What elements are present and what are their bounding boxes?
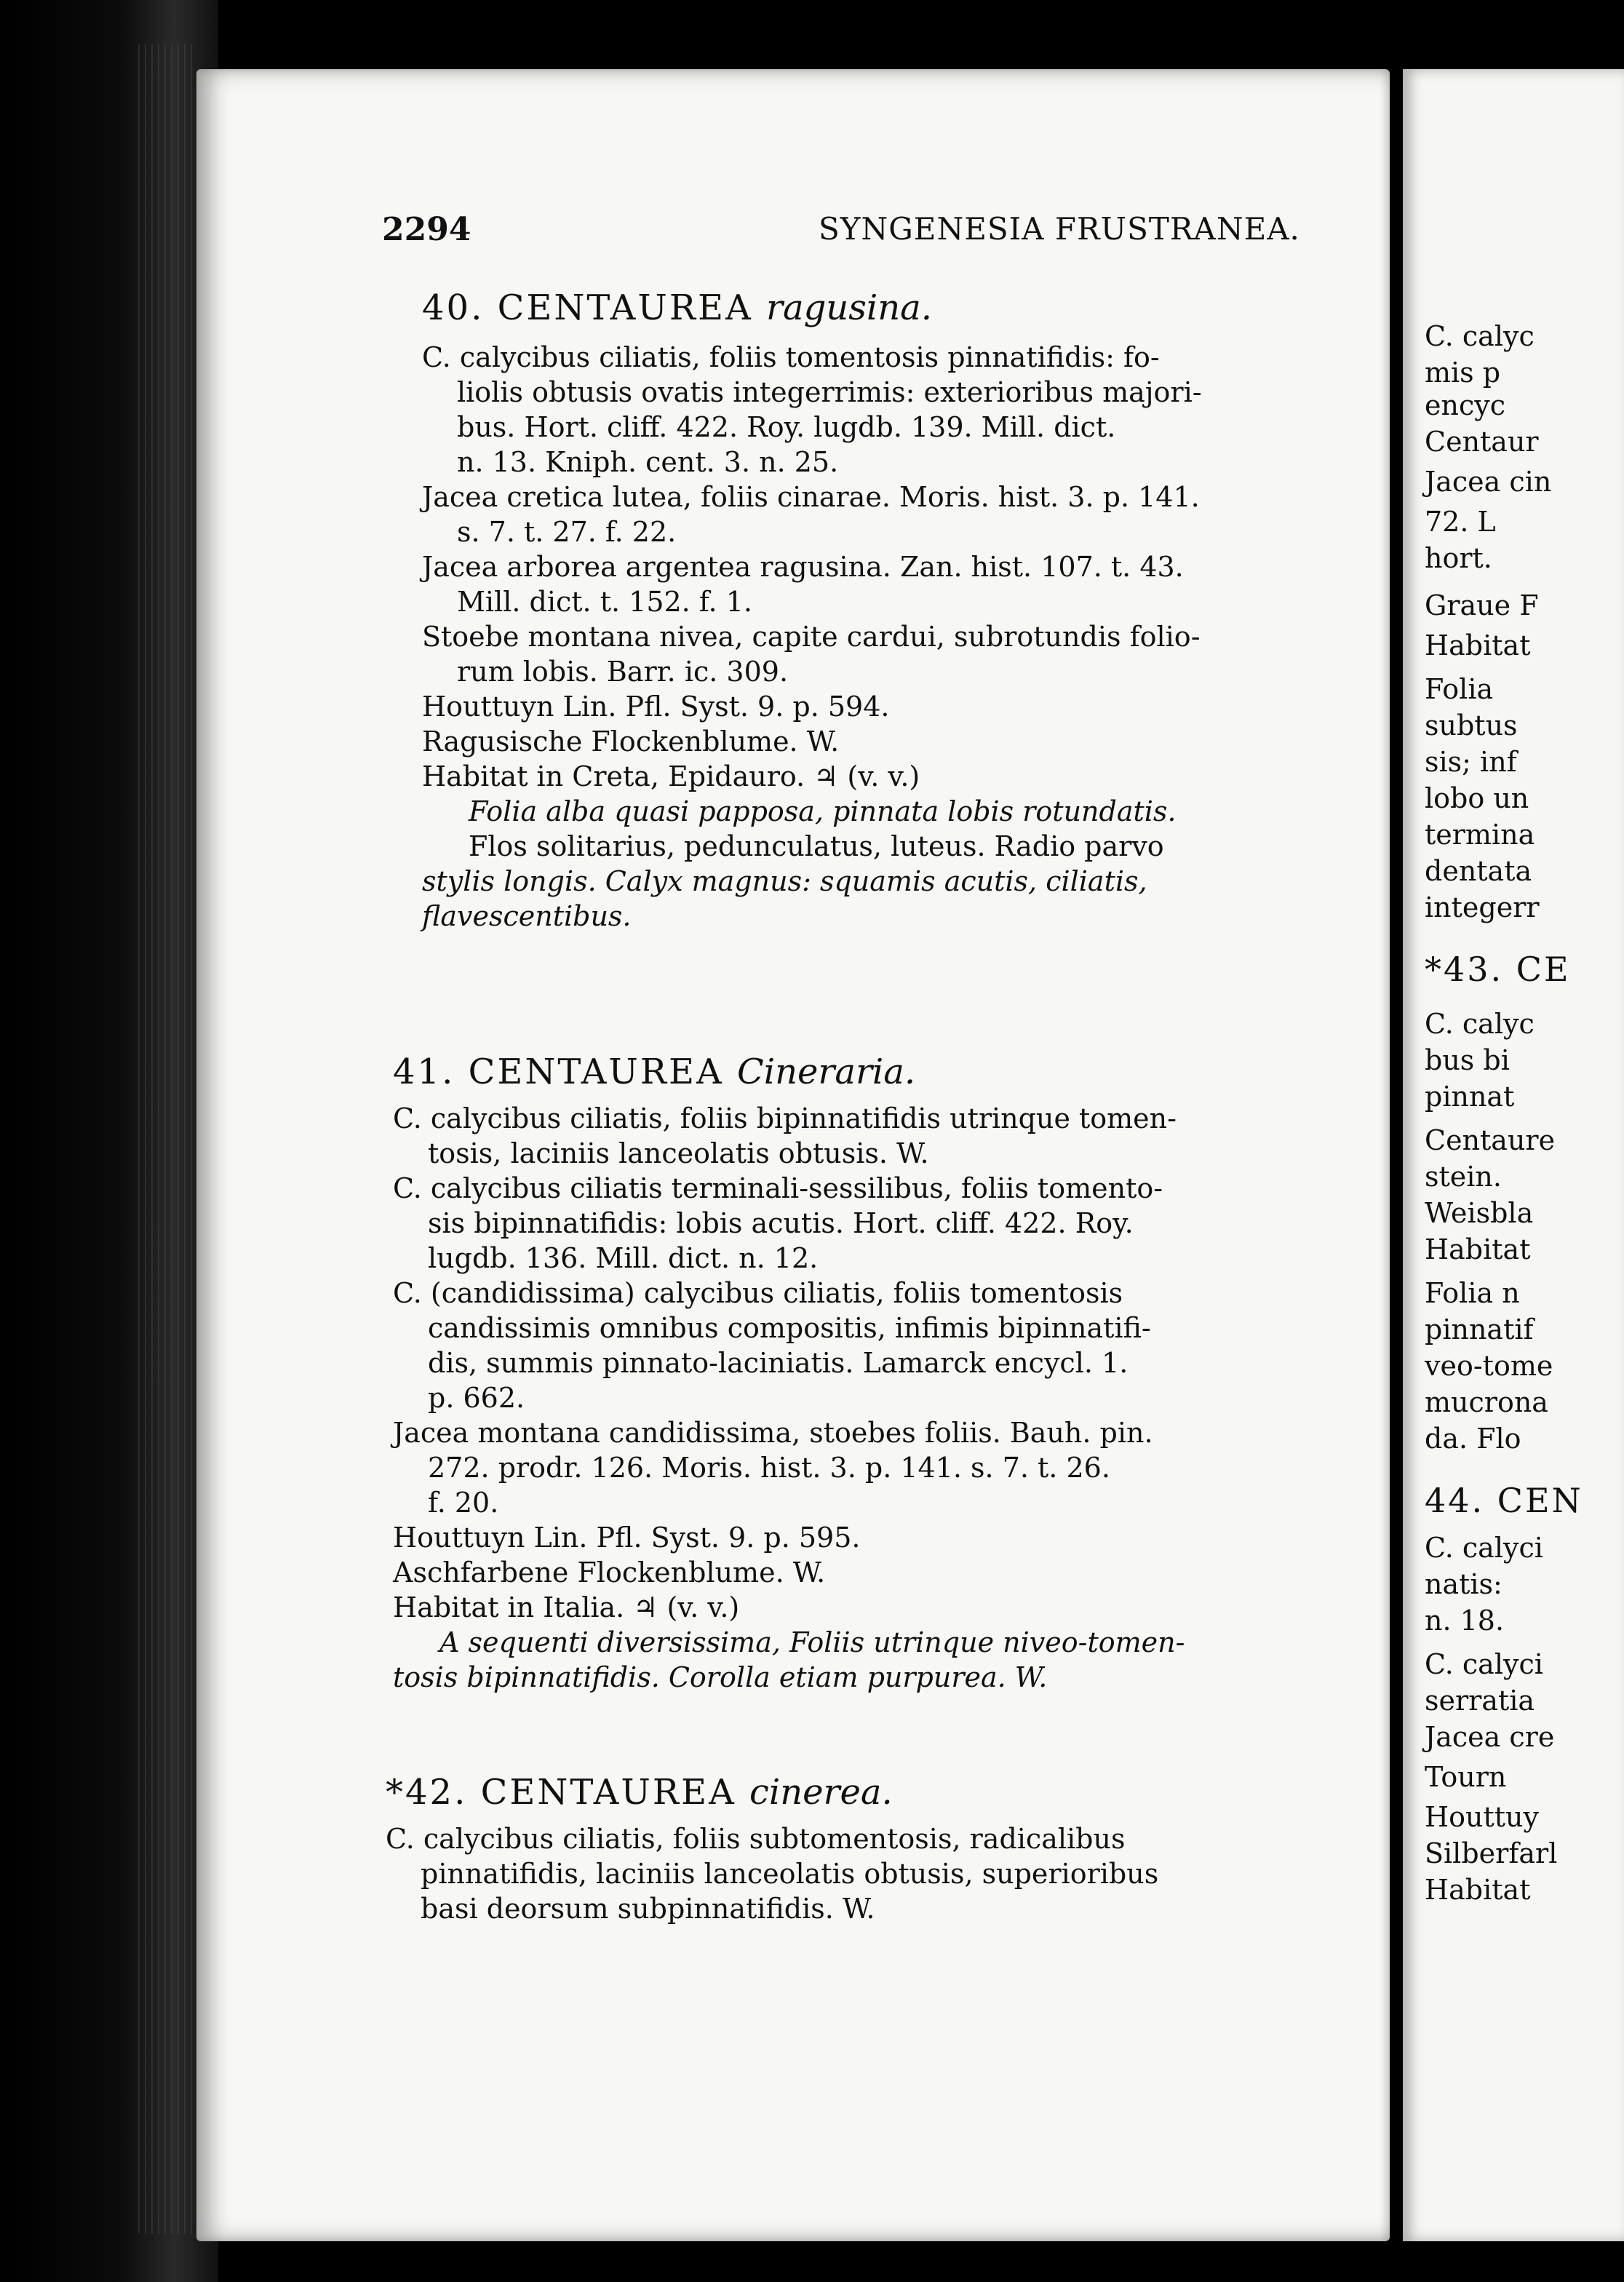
right-page-text-fragment: bus bi bbox=[1425, 1044, 1510, 1076]
species-title: *42. CENTAUREA cinerea. bbox=[386, 1772, 893, 1813]
entry-42 bbox=[386, 1772, 1302, 1928]
right-page-text-fragment: veo-tome bbox=[1425, 1350, 1553, 1382]
text-line: basi deorsum subpinnatifidis. W. bbox=[421, 1893, 875, 1925]
right-page-text-fragment: Jacea cin bbox=[1425, 466, 1552, 498]
text-line: Jacea montana candidissima, stoebes foliis. Bauh. pin. bbox=[393, 1417, 1153, 1449]
running-head-title: SYNGENESIA FRUSTRANEA. bbox=[819, 211, 1300, 247]
text-line: rum lobis. Barr. ic. 309. bbox=[457, 656, 789, 688]
right-page-text-fragment: pinnat bbox=[1425, 1081, 1515, 1113]
right-page-text-fragment: Graue F bbox=[1425, 589, 1539, 621]
text-line: Aschfarbene Flockenblume. W. bbox=[393, 1557, 826, 1589]
entry-41 bbox=[393, 1051, 1310, 1696]
right-page-text-fragment: Habitat bbox=[1425, 629, 1531, 661]
right-page-text-fragment: mis p bbox=[1425, 357, 1501, 389]
text-line: p. 662. bbox=[428, 1382, 525, 1414]
text-line: C. (candidissima) calycibus ciliatis, foliis tomentosis bbox=[393, 1277, 1123, 1309]
right-page-text-fragment: dentata bbox=[1425, 855, 1532, 887]
right-page-text-fragment: 72. L bbox=[1425, 506, 1496, 538]
text-line: C. calycibus ciliatis, foliis subtomentosis, radicalibus bbox=[386, 1823, 1126, 1855]
text-line: dis, summis pinnato-laciniatis. Lamarck encycl. 1. bbox=[428, 1347, 1129, 1379]
right-page-text-fragment: lobo un bbox=[1425, 782, 1529, 814]
text-line: Houttuyn Lin. Pfl. Syst. 9. p. 594. bbox=[422, 691, 890, 723]
right-page-text-fragment: C. calyc bbox=[1425, 320, 1535, 352]
right-page-text-fragment: C. calyci bbox=[1425, 1648, 1543, 1680]
entry-40 bbox=[422, 287, 1339, 935]
text-line: pinnatifidis, laciniis lanceolatis obtusis, superioribus bbox=[421, 1858, 1159, 1890]
text-line: sis bipinnatifidis: lobis acutis. Hort. cliff. 422. Roy. bbox=[428, 1207, 1134, 1239]
page-number: 2294 bbox=[382, 211, 471, 248]
right-page-text-fragment: Centaure bbox=[1425, 1124, 1556, 1156]
right-page-text-fragment: integerr bbox=[1425, 891, 1540, 923]
text-line: liolis obtusis ovatis integerrimis: exterioribus majori- bbox=[457, 376, 1202, 408]
right-page-text-fragment: termina bbox=[1425, 819, 1535, 851]
right-page-text-fragment: *43. CE bbox=[1425, 950, 1571, 989]
text-line: tosis, laciniis lanceolatis obtusis. W. bbox=[428, 1137, 929, 1169]
text-line: Flos solitarius, pedunculatus, luteus. Radio parvo bbox=[469, 830, 1164, 862]
text-line: Habitat in Creta, Epidauro. ♃ (v. v.) bbox=[422, 760, 920, 792]
right-page-text-fragment: Tourn bbox=[1425, 1761, 1507, 1793]
right-page-text-fragment: serratia bbox=[1425, 1685, 1535, 1717]
right-page-text-fragment: C. calyci bbox=[1425, 1532, 1543, 1564]
right-page-text-fragment: Centaur bbox=[1425, 426, 1539, 458]
right-page-text-fragment: sis; inf bbox=[1425, 746, 1517, 778]
text-line: f. 20. bbox=[428, 1487, 499, 1519]
text-line: Mill. dict. t. 152. f. 1. bbox=[457, 586, 752, 618]
right-page-text-fragment: Weisbla bbox=[1425, 1197, 1534, 1229]
right-page-text-fragment: mucrona bbox=[1425, 1386, 1548, 1418]
right-page-text-fragment: hort. bbox=[1425, 542, 1492, 574]
right-page-text-fragment: n. 18. bbox=[1425, 1605, 1505, 1637]
text-line: s. 7. t. 27. f. 22. bbox=[457, 516, 677, 548]
right-page-text-fragment: subtus bbox=[1425, 709, 1518, 742]
right-page-text-fragment: Folia bbox=[1425, 673, 1494, 705]
text-line: n. 13. Kniph. cent. 3. n. 25. bbox=[457, 446, 839, 478]
right-page-text-fragment: stein. bbox=[1425, 1161, 1502, 1193]
right-page-text-fragment: Houttuy bbox=[1425, 1801, 1539, 1833]
right-page-text-fragment: encyc bbox=[1425, 389, 1505, 421]
spine-texture bbox=[138, 44, 196, 2234]
text-line: C. calycibus ciliatis terminali-sessilibus, foliis tomento- bbox=[393, 1172, 1163, 1204]
text-line: bus. Hort. cliff. 422. Roy. lugdb. 139. Mill. dict. bbox=[457, 411, 1116, 443]
text-line: 272. prodr. 126. Moris. hist. 3. p. 141. s. 7. t. 26. bbox=[428, 1452, 1110, 1484]
species-title: 40. CENTAUREA ragusina. bbox=[422, 287, 932, 328]
text-line: Jacea arborea argentea ragusina. Zan. hist. 107. t. 43. bbox=[422, 551, 1184, 583]
text-line: tosis bipinnatifidis. Corolla etiam purpurea. W. bbox=[393, 1661, 1048, 1693]
text-line: lugdb. 136. Mill. dict. n. 12. bbox=[428, 1242, 819, 1274]
page-gutter bbox=[1390, 0, 1404, 2282]
right-page-text-fragment: da. Flo bbox=[1425, 1423, 1521, 1455]
text-line: Folia alba quasi papposa, pinnata lobis rotundatis. bbox=[469, 795, 1177, 827]
text-line: flavescentibus. bbox=[422, 900, 632, 932]
text-line: stylis longis. Calyx magnus: squamis acutis, ciliatis, bbox=[422, 865, 1147, 897]
right-page-text-fragment: Habitat bbox=[1425, 1874, 1531, 1906]
text-line: Ragusische Flockenblume. W. bbox=[422, 725, 840, 758]
right-page-text-fragment: 44. CEN bbox=[1425, 1481, 1583, 1520]
right-page-text-fragment: C. calyc bbox=[1425, 1008, 1535, 1040]
right-page-text-fragment: Silberfarl bbox=[1425, 1837, 1558, 1869]
text-line: Habitat in Italia. ♃ (v. v.) bbox=[393, 1591, 740, 1623]
text-line: A sequenti diversissima, Foliis utrinque niveo-tomen- bbox=[439, 1626, 1185, 1658]
text-line: Jacea cretica lutea, foliis cinarae. Moris. hist. 3. p. 141. bbox=[422, 481, 1200, 513]
right-page-text-fragment: pinnatif bbox=[1425, 1313, 1534, 1345]
text-line: C. calycibus ciliatis, foliis tomentosis pinnatifidis: fo- bbox=[422, 341, 1160, 373]
text-line: C. calycibus ciliatis, foliis bipinnatifidis utrinque tomen- bbox=[393, 1102, 1177, 1134]
right-page-text-fragment: Jacea cre bbox=[1425, 1721, 1555, 1753]
right-page bbox=[1403, 69, 1624, 2241]
text-line: Stoebe montana nivea, capite cardui, subrotundis folio- bbox=[422, 621, 1201, 653]
right-page-text-fragment: natis: bbox=[1425, 1568, 1502, 1600]
right-page-text-fragment: Folia n bbox=[1425, 1277, 1520, 1309]
text-line: candissimis omnibus compositis, infimis bipinnatifi- bbox=[428, 1312, 1151, 1344]
text-line: Houttuyn Lin. Pfl. Syst. 9. p. 595. bbox=[393, 1522, 861, 1554]
right-page-text-fragment: Habitat bbox=[1425, 1233, 1531, 1265]
species-title: 41. CENTAUREA Cineraria. bbox=[393, 1051, 916, 1092]
